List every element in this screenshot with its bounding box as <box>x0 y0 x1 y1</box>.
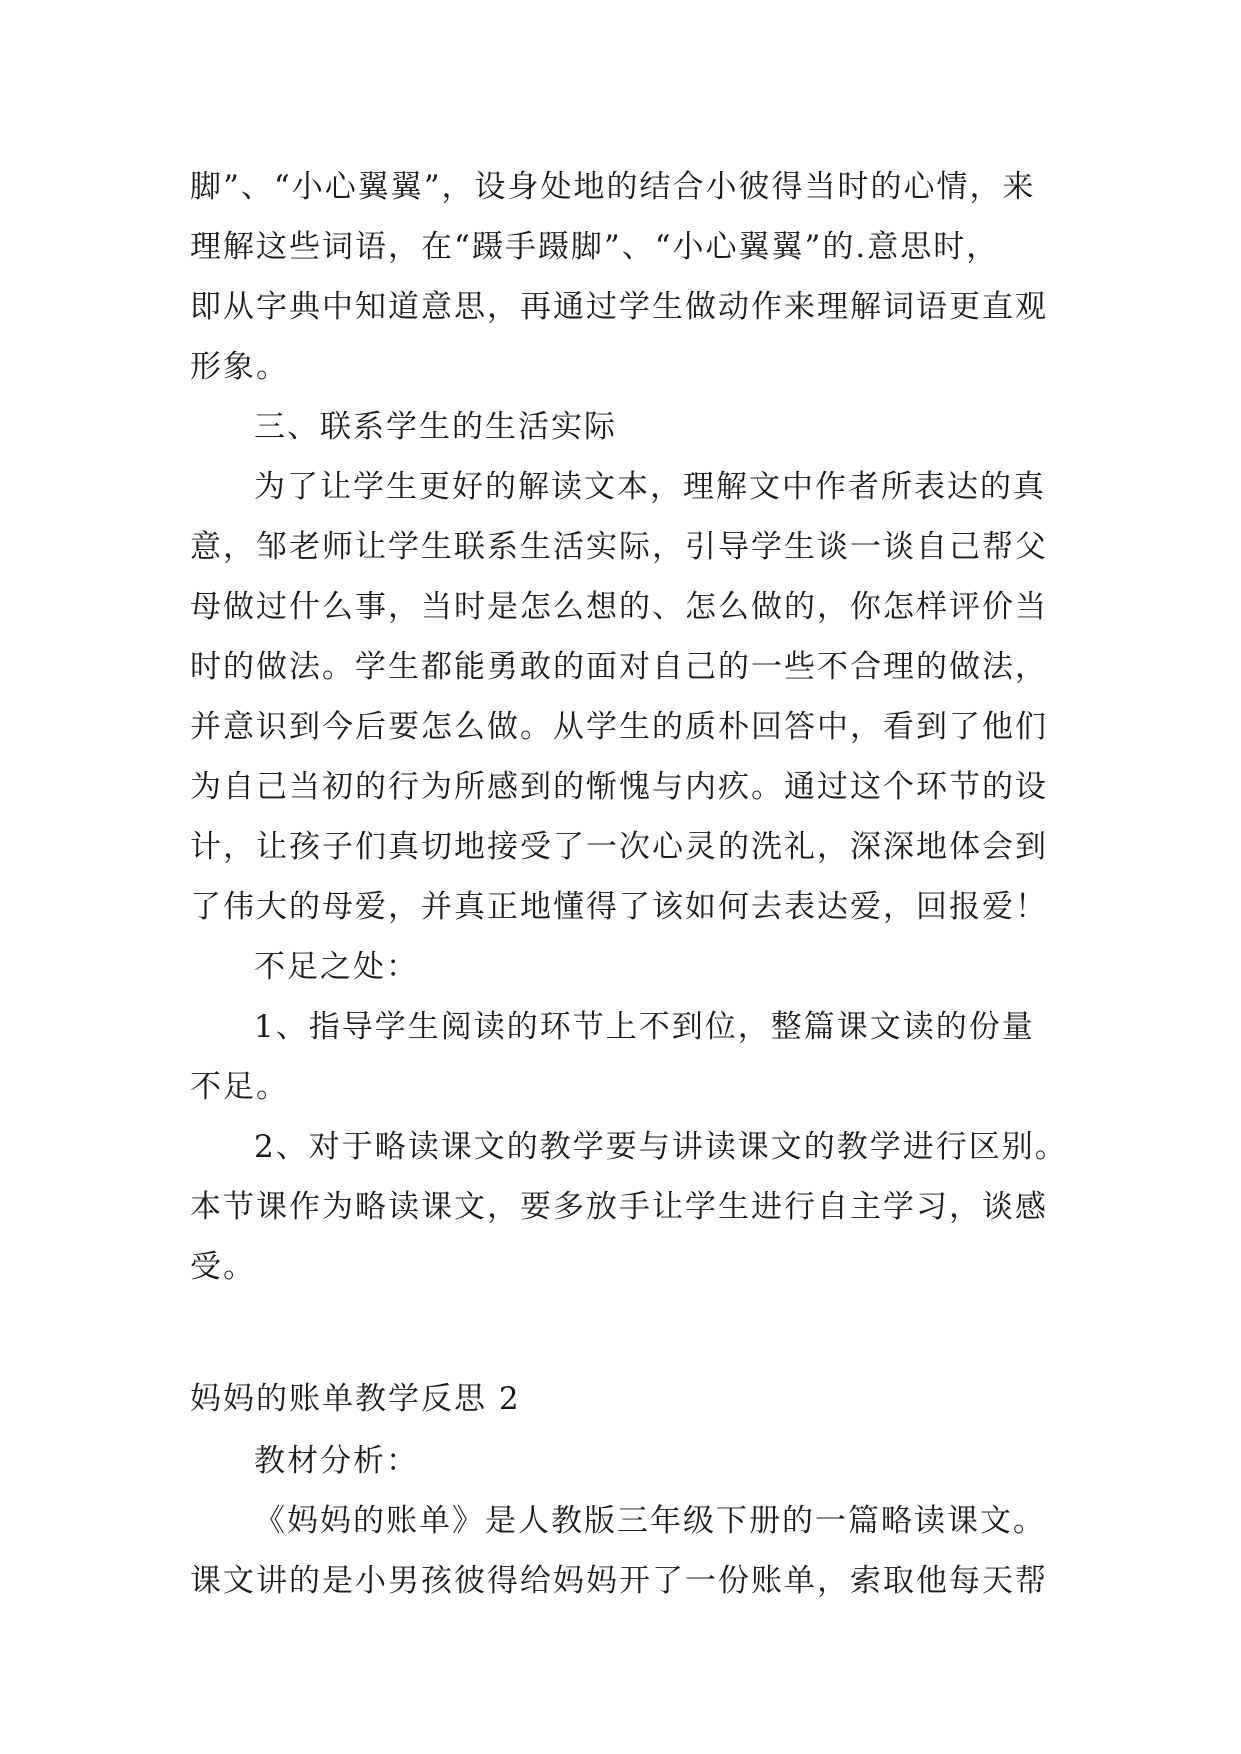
paragraph-line: 受。 <box>190 1249 256 1285</box>
subheading: 三、联系学生的生活实际 <box>254 409 617 445</box>
paragraph-line: 1、指导学生阅读的环节上不到位，整篇课文读的份量 <box>254 1009 1035 1045</box>
paragraph-line: 脚”、“小心翼翼”，设身处地的结合小彼得当时的心情，来 <box>190 169 1036 205</box>
paragraph-line: 并意识到今后要怎么做。从学生的质朴回答中，看到了他们 <box>190 709 1048 745</box>
paragraph-line: 理解这些词语，在“蹑手蹑脚”、“小心翼翼”的.意思时， <box>190 229 1000 265</box>
paragraph-line: 了伟大的母爱，并真正地懂得了该如何去表达爱，回报爱！ <box>190 889 1048 925</box>
paragraph-line: 为了让学生更好的解读文本，理解文中作者所表达的真 <box>254 469 1046 505</box>
paragraph-line: 意，邹老师让学生联系生活实际，引导学生谈一谈自己帮父 <box>190 529 1048 565</box>
paragraph-line: 形象。 <box>190 349 289 385</box>
paragraph-line: 时的做法。学生都能勇敢的面对自己的一些不合理的做法， <box>190 649 1048 685</box>
section-title: 妈妈的账单教学反思 2 <box>190 1381 521 1417</box>
paragraph-line: 课文讲的是小男孩彼得给妈妈开了一份账单，索取他每天帮 <box>190 1563 1048 1599</box>
paragraph-line: 为自己当初的行为所感到的惭愧与内疚。通过这个环节的设 <box>190 769 1048 805</box>
paragraph-line: 计，让孩子们真切地接受了一次心灵的洗礼，深深地体会到 <box>190 829 1048 865</box>
section-gap <box>190 1297 1070 1367</box>
paragraph-line: 《妈妈的账单》是人教版三年级下册的一篇略读课文。 <box>254 1503 1046 1539</box>
subheading: 教材分析： <box>254 1443 419 1479</box>
document-body <box>190 157 1070 1611</box>
subheading: 不足之处： <box>254 949 419 985</box>
paragraph-line: 2、对于略读课文的教学要与讲读课文的教学进行区别。 <box>254 1129 1068 1165</box>
paragraph-line: 本节课作为略读课文，要多放手让学生进行自主学习，谈感 <box>190 1189 1048 1225</box>
paragraph-line: 母做过什么事，当时是怎么想的、怎么做的，你怎样评价当 <box>190 589 1048 625</box>
paragraph-line: 即从字典中知道意思，再通过学生做动作来理解词语更直观 <box>190 289 1048 325</box>
paragraph-line: 不足。 <box>190 1069 289 1105</box>
